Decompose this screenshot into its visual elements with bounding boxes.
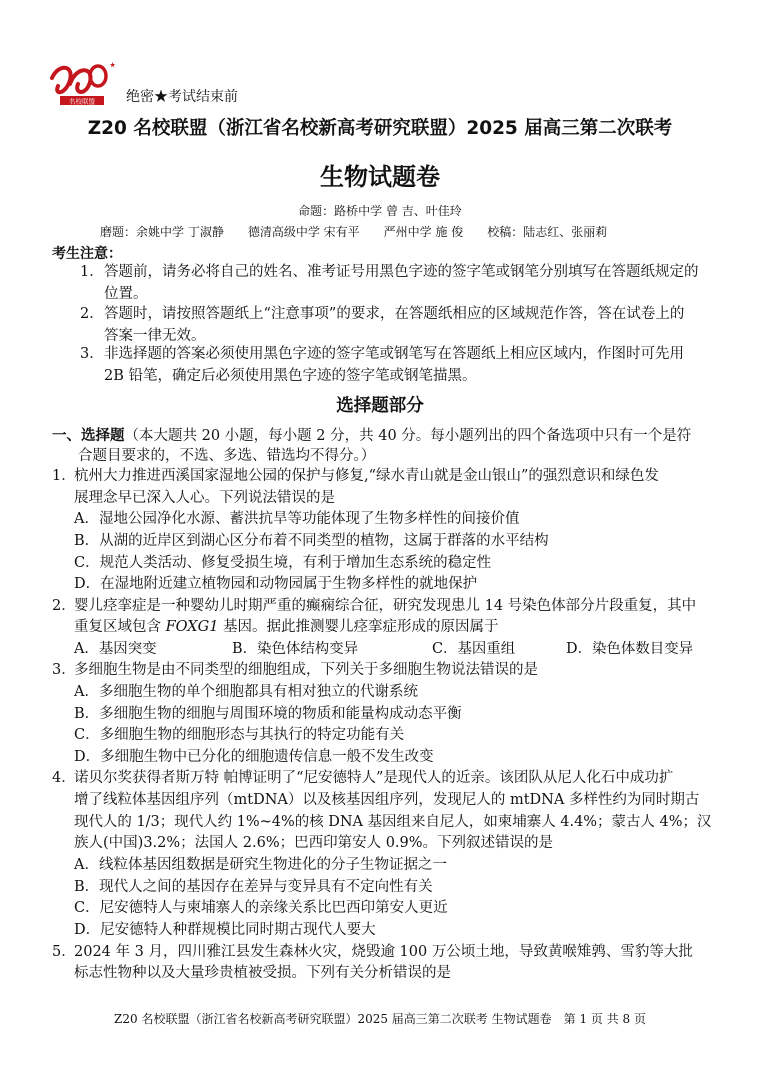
q2-stem-line-1: 婴儿痉挛症是一种婴幼儿时期严重的癫痫综合征，研究发现患儿 14 号染色体部分片段重复，其中	[74, 598, 697, 614]
notice-num-2: 2．	[80, 306, 104, 322]
authors-line: 命题：路桥中学 曾 吉、叶佳玲	[298, 204, 462, 218]
subject-title: 生物试题卷	[320, 163, 440, 191]
q4-stem-line-4: 族人(中国)3.2%；法国人 2.6%；巴西印第安人 0.9%。下列叙述错误的是	[74, 835, 554, 851]
q1-option-c: C．规范人类活动、修复受损生境，有利于增加生态系统的稳定性	[74, 555, 492, 571]
q4-stem-line-3: 现代人的 1/3；现代人约 1%~4%的核 DNA 基因组来自尼人，如柬埔寨人 4.4%；蒙古人 4%；汉	[74, 814, 712, 830]
notice-heading: 考生注意：	[52, 246, 122, 262]
q1-option-d: D．在湿地附近建立植物园和动物园属于生物多样性的就地保护	[74, 576, 478, 592]
q2-option-c: C．基因重组	[432, 641, 516, 657]
q1-option-a: A．湿地公园净化水源、蓄洪抗旱等功能体现了生物多样性的间接价值	[74, 511, 520, 527]
league-logo	[48, 58, 120, 106]
exam-title: Z20 名校联盟（浙江省名校新高考研究联盟）2025 届高三第二次联考	[87, 118, 673, 139]
part1-intro-line-2: 合题目要求的，不选、多选、错选均不得分。）	[78, 448, 376, 464]
q3-option-c: C．多细胞生物的细胞形态与其执行的特定功能有关	[74, 727, 405, 743]
q2-stem-part-2: 基因。据此推测婴儿痉挛症形成的原因属于	[218, 619, 499, 635]
section-title: 选择题部分	[336, 396, 424, 416]
part1-desc: （本大题共 20 小题，每小题 2 分，共 40 分。每小题列出的四个备选项中只有一个是符	[124, 428, 692, 444]
q2-stem-line-2	[74, 616, 499, 638]
q4-stem-line-1: 诺贝尔奖获得者斯万特 帕博证明了“尼安德特人”是现代人的近亲。该团队从尼人化石中成功扩	[74, 770, 674, 786]
notice-num-1: 1．	[80, 264, 104, 280]
q4-option-d: D．尼安德特人种群规模比同时期古现代人要大	[74, 922, 376, 938]
q2-number: 2．	[52, 598, 76, 614]
notice-2-line-1: 答题时，请按照答题纸上“注意事项”的要求，在答题纸相应的区域规范作答，答在试卷上的	[104, 306, 685, 322]
reviewers-line: 磨题：余姚中学 丁淑静 德清高级中学 宋有平 严州中学 施 俊 校稿：陆志红、张丽莉	[100, 225, 608, 239]
q4-number: 4．	[52, 770, 76, 786]
q2-stem-part-1: 重复区域包含	[74, 619, 166, 635]
q4-option-a: A．线粒体基因组数据是研究生物进化的分子生物证据之一	[74, 857, 447, 873]
q2-option-b: B．染色体结构变异	[232, 641, 359, 657]
q2-option-d: D．染色体数目变异	[566, 641, 694, 657]
q2-gene-name: FOXG1	[165, 619, 219, 635]
q3-option-b: B．多细胞生物的细胞与周围环境的物质和能量构成动态平衡	[74, 706, 462, 722]
notice-3-line-2: 2B 铅笔，确定后必须使用黑色字迹的签字笔或钢笔描黑。	[104, 368, 477, 384]
q5-stem-line-1: 2024 年 3 月，四川雅江县发生森林火灾，烧毁逾 100 万公顷土地，导致黄喉雉鹑、雪豹等大批	[74, 944, 693, 960]
q3-stem-line-1: 多细胞生物是由不同类型的细胞组成，下列关于多细胞生物说法错误的是	[74, 662, 538, 678]
q2-options-row	[74, 638, 714, 660]
q5-number: 5．	[52, 944, 76, 960]
part1-label: 一、选择题	[52, 427, 125, 444]
q3-option-a: A．多细胞生物的单个细胞都具有相对独立的代谢系统	[74, 684, 418, 700]
q4-option-c: C．尼安德特人与柬埔寨人的亲缘关系比巴西印第安人更近	[74, 900, 448, 916]
notice-num-3: 3．	[80, 346, 104, 362]
notice-1-line-2: 位置。	[104, 286, 148, 302]
part1-intro-line-1	[52, 425, 691, 447]
q1-option-b: B．从湖的近岸区到湖心区分布着不同类型的植物，这属于群落的水平结构	[74, 533, 549, 549]
notice-1-line-1: 答题前，请务必将自己的姓名、准考证号用黑色字迹的签字笔或钢笔分别填写在答题纸规定的	[104, 264, 699, 280]
q2-option-a: A．基因突变	[74, 641, 157, 657]
q1-stem-line-1: 杭州大力推进西溪国家湿地公园的保护与修复,“绿水青山就是金山银山”的强烈意识和绿色发	[74, 468, 659, 484]
q5-stem-line-2: 标志性物种以及大量珍贵植被受损。下列有关分析错误的是	[74, 965, 451, 981]
q1-number: 1．	[52, 468, 76, 484]
q3-number: 3．	[52, 662, 76, 678]
page-footer: Z20 名校联盟（浙江省名校新高考研究联盟）2025 届高三第二次联考 生物试题卷 第 1 页 共 8 页	[114, 1012, 646, 1026]
q4-stem-line-2: 增了线粒体基因组序列（mtDNA）以及核基因组序列，发现尼人的 mtDNA 多样性约为同时期古	[74, 792, 700, 808]
q1-stem-line-2: 展理念早已深入人心。下列说法错误的是	[74, 490, 335, 506]
logo-text: 名校联盟	[69, 97, 95, 106]
q3-option-d: D．多细胞生物中已分化的细胞遗传信息一般不发生改变	[74, 749, 434, 765]
q4-option-b: B．现代人之间的基因存在差异与变异具有不定向性有关	[74, 879, 433, 895]
secret-label: 绝密★考试结束前	[126, 89, 238, 105]
notice-2-line-2: 答案一律无效。	[104, 328, 206, 344]
notice-3-line-1: 非选择题的答案必须使用黑色字迹的签字笔或钢笔写在答题纸上相应区域内，作图时可先用	[104, 346, 684, 362]
